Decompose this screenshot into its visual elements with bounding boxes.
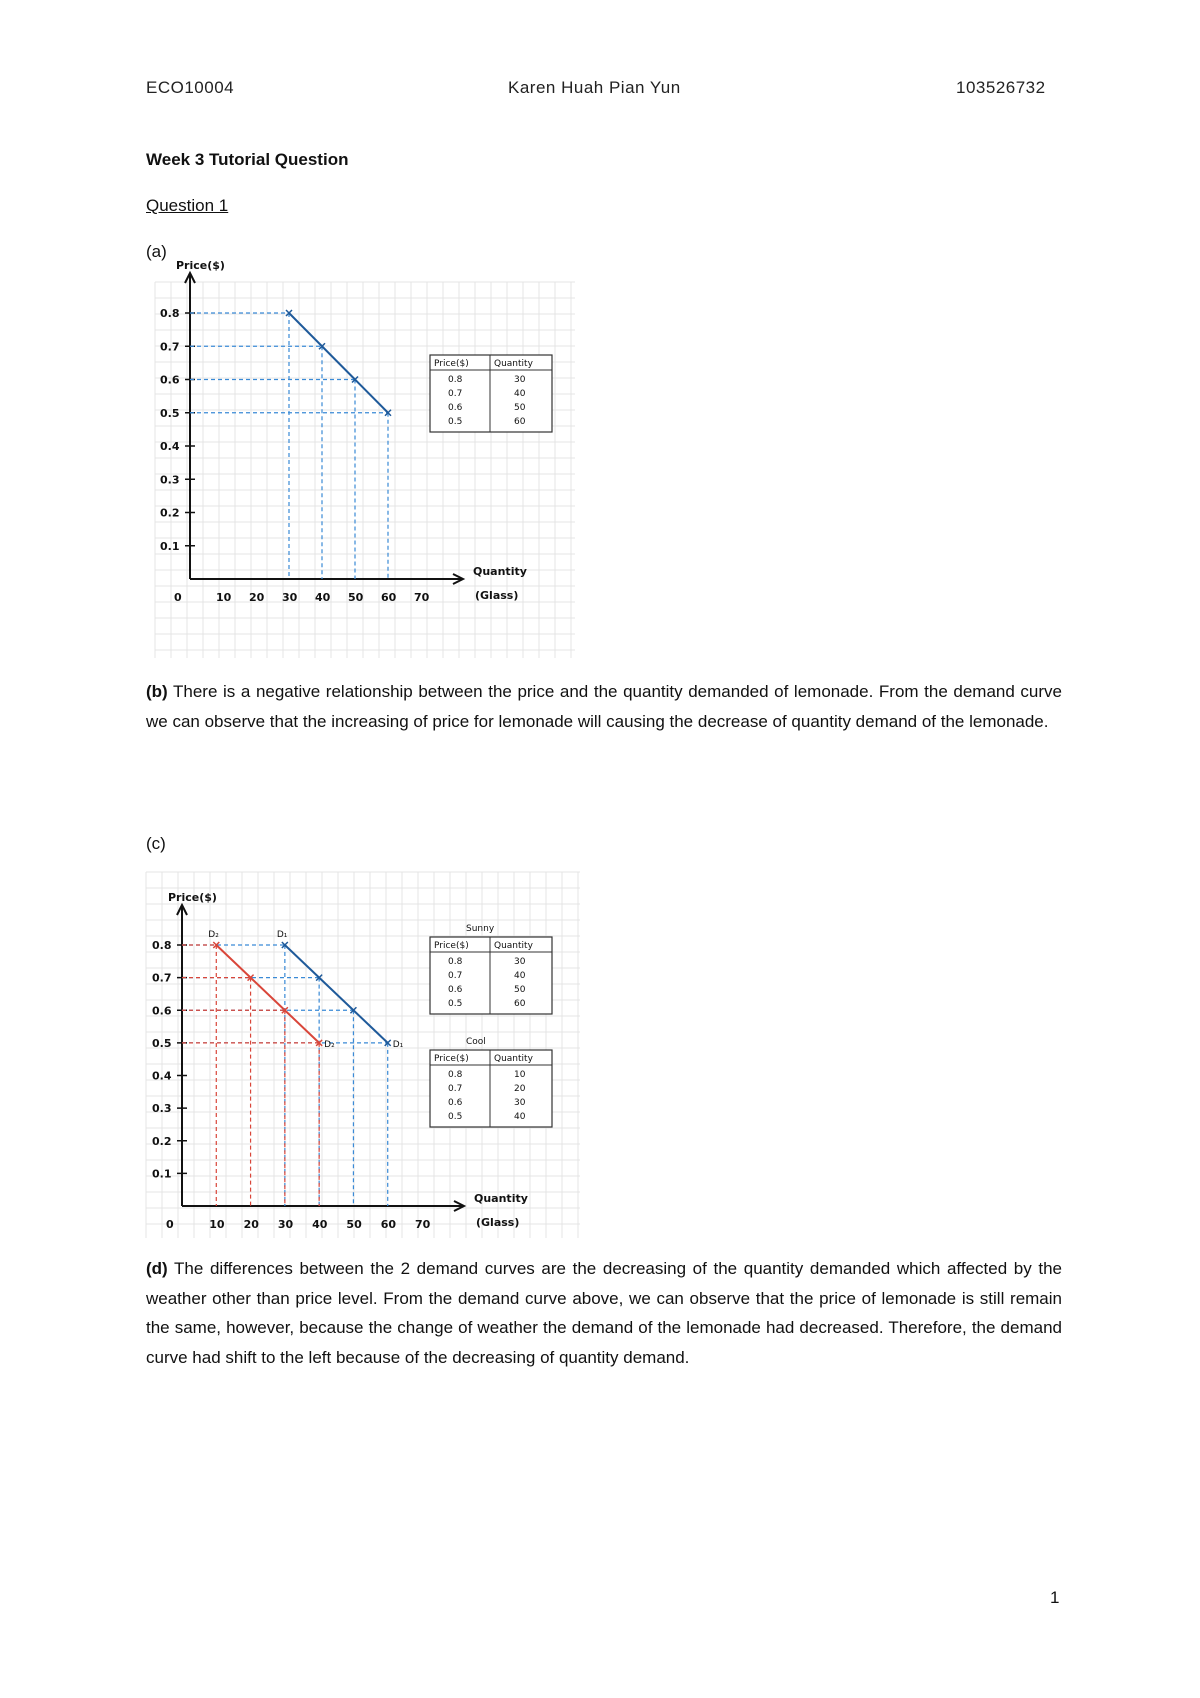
question-label: Question 1 bbox=[146, 196, 229, 215]
part-d-text: The differences between the 2 demand curves are the decreasing of the quantity demanded which affected by the weather other than price level. From the demand curve above, we can observe that the price of lemonade is still remain the same, however, because the change of weather the demand of the lemonade had decreased. Therefore, the demand curve had shift to the left because of the decreasing of quantity demand. bbox=[146, 1259, 1062, 1367]
table-cell: 0.7 bbox=[448, 1084, 463, 1094]
x-axis-label: Quantity bbox=[473, 565, 527, 578]
x-tick-label: 20 bbox=[243, 1218, 259, 1231]
curve-label-end: D₁ bbox=[392, 1039, 404, 1050]
x-tick-label: 70 bbox=[414, 591, 430, 604]
chart-c bbox=[146, 872, 580, 1238]
y-tick-label: 0.5 bbox=[160, 406, 180, 420]
table-cell: 40 bbox=[514, 971, 526, 981]
table-cell: 50 bbox=[514, 403, 526, 413]
table-header: Quantity bbox=[494, 1054, 533, 1064]
table-header: Price($) bbox=[434, 941, 469, 951]
table-cell: 30 bbox=[514, 375, 526, 385]
page-number: 1 bbox=[1050, 1588, 1060, 1607]
x-axis-label: Quantity bbox=[474, 1192, 528, 1205]
x-axis-unit: (Glass) bbox=[476, 1216, 520, 1229]
table-cell: 10 bbox=[514, 1070, 526, 1080]
table-cell: 0.7 bbox=[448, 389, 463, 399]
table-cell: 0.6 bbox=[448, 985, 463, 995]
part-d-label: (d) bbox=[146, 1259, 168, 1278]
header-student-id: 103526732 bbox=[956, 78, 1046, 97]
part-b-paragraph bbox=[146, 677, 1062, 736]
y-tick-label: 0.7 bbox=[152, 971, 172, 985]
y-tick-label: 0.3 bbox=[152, 1102, 172, 1116]
table-header: Price($) bbox=[434, 359, 469, 369]
series-line bbox=[216, 945, 319, 1043]
table-cell: 30 bbox=[514, 1098, 526, 1108]
x-tick-label: 30 bbox=[282, 591, 298, 604]
part-b-text: There is a negative relationship between the price and the quantity demanded of lemonade. From the demand curve we can observe that the increasing of price for lemonade will causing the decrease of quantity demand of the lemonade. bbox=[146, 682, 1062, 731]
y-tick-label: 0.4 bbox=[160, 440, 180, 453]
table-cell: 0.8 bbox=[448, 375, 463, 385]
page-title: Week 3 Tutorial Question bbox=[146, 150, 349, 169]
y-axis-label: Price($) bbox=[168, 891, 217, 904]
table-cell: 0.7 bbox=[448, 971, 463, 981]
chart-a bbox=[155, 259, 575, 658]
x-tick-label: 50 bbox=[346, 1218, 362, 1231]
x-tick-label: 50 bbox=[348, 591, 364, 604]
table-header: Price($) bbox=[434, 1054, 469, 1064]
part-d-paragraph bbox=[146, 1254, 1062, 1372]
y-tick-label: 0.4 bbox=[152, 1069, 172, 1083]
y-tick-label: 0.8 bbox=[152, 939, 172, 952]
table-cell: 40 bbox=[514, 389, 526, 399]
curve-label-end: D₂ bbox=[324, 1039, 335, 1050]
y-tick-label: 0.1 bbox=[160, 539, 180, 553]
x-tick-label: 40 bbox=[312, 1218, 328, 1231]
table-cell: 20 bbox=[514, 1084, 526, 1094]
table-cell: 60 bbox=[514, 999, 526, 1009]
y-tick-label: 0.5 bbox=[152, 1036, 172, 1050]
x-axis-unit: (Glass) bbox=[475, 589, 519, 602]
x-tick-label: 40 bbox=[315, 591, 331, 604]
x-tick-label: 10 bbox=[216, 591, 232, 604]
series-line bbox=[289, 313, 388, 413]
y-axis-label: Price($) bbox=[176, 259, 225, 272]
x-tick-label: 60 bbox=[380, 1218, 397, 1231]
header-student-name: Karen Huah Pian Yun bbox=[508, 78, 681, 97]
header-course-code: ECO10004 bbox=[146, 78, 235, 97]
table-cell: 40 bbox=[514, 1112, 526, 1122]
y-tick-label: 0.1 bbox=[152, 1167, 172, 1181]
table-cell: 0.5 bbox=[448, 1112, 463, 1122]
part-c-label: (c) bbox=[146, 834, 166, 853]
y-tick-label: 0.7 bbox=[160, 340, 180, 354]
table-cell: 60 bbox=[514, 417, 526, 427]
x-tick-label: 0 bbox=[174, 591, 182, 604]
series-line bbox=[285, 945, 388, 1043]
y-tick-label: 0.8 bbox=[160, 307, 180, 320]
table-cell: 30 bbox=[514, 957, 526, 967]
table-cell: 0.6 bbox=[448, 403, 463, 413]
y-tick-label: 0.6 bbox=[160, 373, 180, 387]
y-tick-label: 0.3 bbox=[160, 473, 180, 487]
curve-label-start: D₂ bbox=[208, 930, 219, 940]
y-tick-label: 0.2 bbox=[160, 506, 180, 520]
table-caption: Sunny bbox=[466, 924, 495, 934]
part-a-label: (a) bbox=[146, 242, 167, 261]
table-caption: Cool bbox=[466, 1037, 486, 1047]
x-tick-label: 10 bbox=[209, 1218, 225, 1231]
table-cell: 0.8 bbox=[448, 1070, 463, 1080]
x-tick-label: 30 bbox=[277, 1218, 294, 1231]
part-b-label: (b) bbox=[146, 682, 168, 701]
table-cell: 0.6 bbox=[448, 1098, 463, 1108]
y-tick-label: 0.2 bbox=[152, 1134, 172, 1148]
curve-label-start: D₁ bbox=[276, 930, 288, 940]
x-tick-label: 70 bbox=[415, 1218, 431, 1231]
table-cell: 0.8 bbox=[448, 957, 463, 967]
table-header: Quantity bbox=[494, 941, 533, 951]
y-tick-label: 0.6 bbox=[152, 1004, 172, 1018]
x-tick-label: 20 bbox=[249, 591, 265, 604]
table-cell: 0.5 bbox=[448, 999, 463, 1009]
x-tick-label: 0 bbox=[166, 1218, 174, 1231]
x-tick-label: 60 bbox=[381, 591, 397, 604]
table-header: Quantity bbox=[494, 359, 533, 369]
table-cell: 0.5 bbox=[448, 417, 463, 427]
table-cell: 50 bbox=[514, 985, 526, 995]
